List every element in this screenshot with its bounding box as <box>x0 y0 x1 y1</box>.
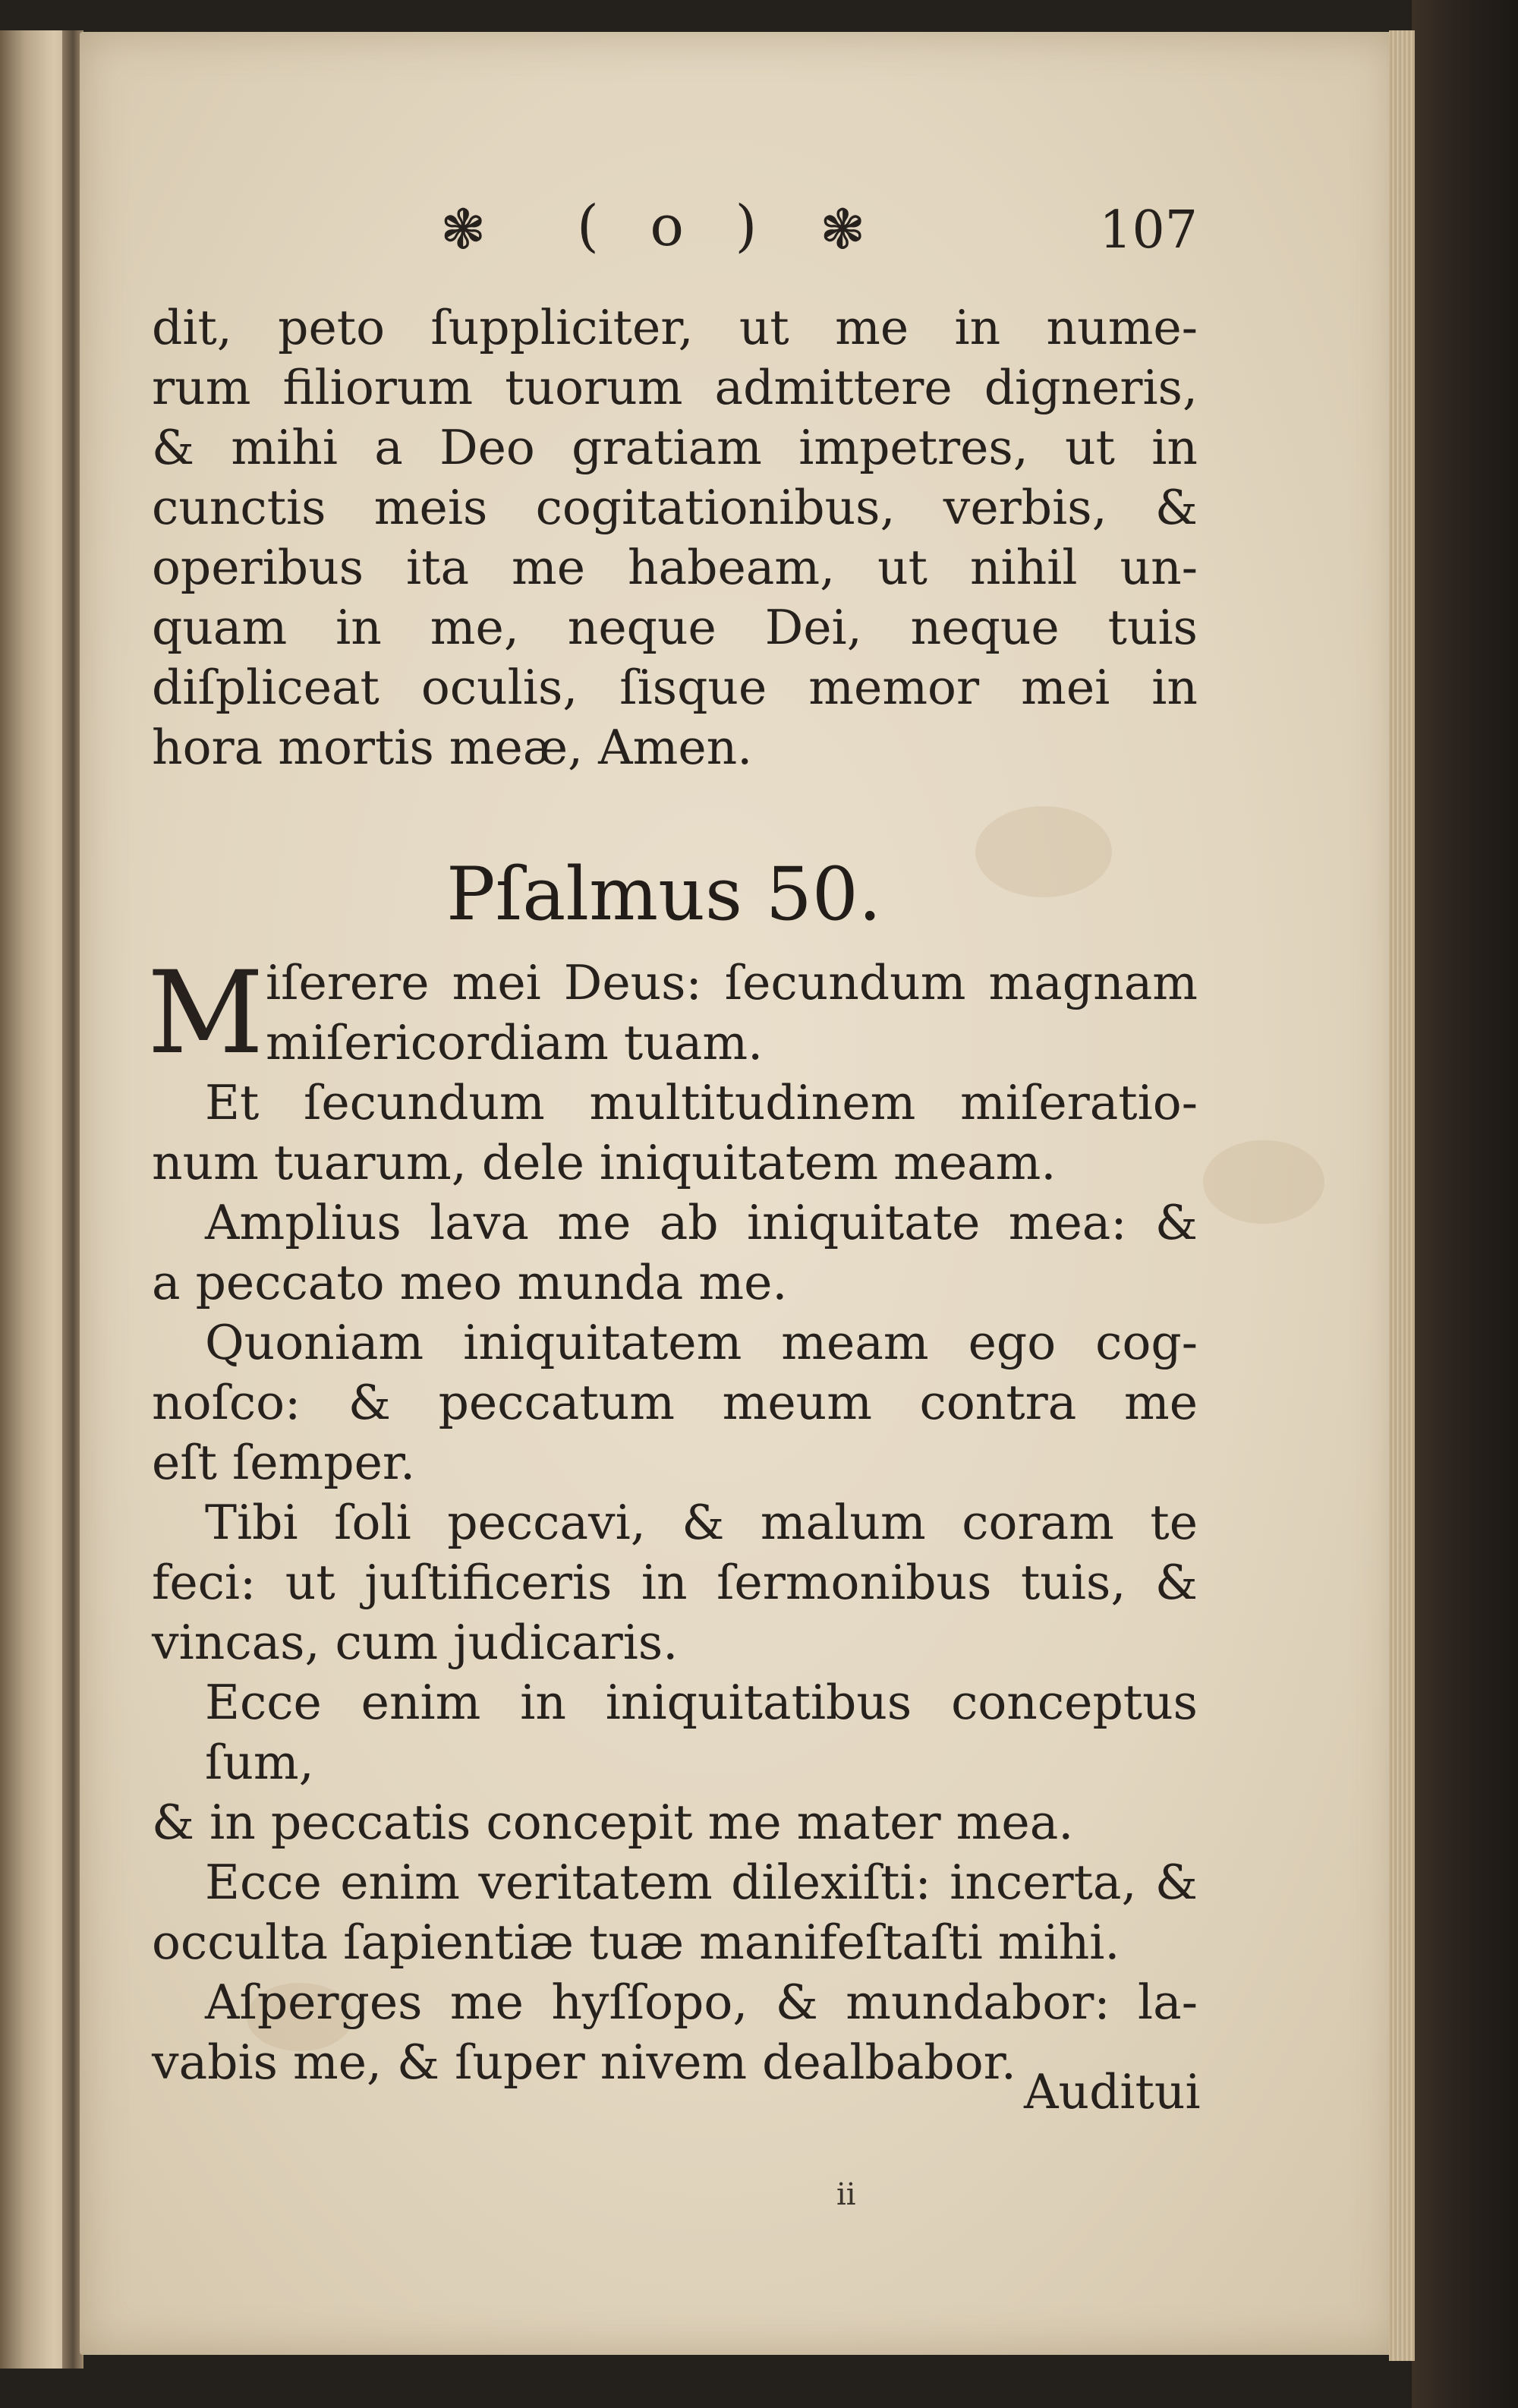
text-line: diſpliceat oculis, ſisque memor mei in <box>152 660 1198 715</box>
text-line: operibus ita me habeam, ut nihil un- <box>152 540 1198 595</box>
psalm-title: Pſalmus 50. <box>446 852 882 937</box>
text-line: cunctis meis cogitationibus, verbis, & <box>152 480 1198 535</box>
text-line: & mihi a Deo gratiam impetres, ut in <box>152 420 1198 475</box>
text-line: miſericordiam tuam. <box>266 1015 764 1070</box>
dropcap-line-text: iſerere mei Deus: ſecundum magnam <box>266 955 1198 1010</box>
text-line: Ecce enim in iniquitatibus conceptus ſum, <box>205 1675 1198 1790</box>
text-line: Amplius lava me ab iniquitate mea: & <box>205 1195 1198 1250</box>
text-line: Et ſecundum multitudinem miſeratio- <box>205 1075 1198 1130</box>
left-page-edge <box>0 30 72 2369</box>
paper-stain <box>1203 1140 1324 1224</box>
text-line: Quoniam iniquitatem meam ego cog- <box>205 1315 1198 1370</box>
paper-stain <box>975 806 1112 897</box>
prayer-text <box>152 298 1198 777</box>
header-center: ( o ) <box>577 194 774 259</box>
text-line: Tibi ſoli peccavi, & malum coram te <box>205 1495 1198 1550</box>
text-line: eſt ſemper. <box>152 1435 416 1490</box>
text-line: num tuarum, dele iniquitatem meam. <box>152 1135 1057 1190</box>
text-line: rum filiorum tuorum admittere digneris, <box>152 360 1198 415</box>
page-fore-edge <box>1389 30 1415 2361</box>
book-cover-edge <box>1412 0 1518 2408</box>
text-line: Aſperges me hyſſopo, & mundabor: la- <box>205 1975 1198 2030</box>
text-line: a peccato meo munda me. <box>152 1255 788 1310</box>
text-line: Ecce enim veritatem dilexiſti: incerta, & <box>205 1855 1198 1910</box>
ornament-right-icon: ❃ <box>820 197 866 261</box>
text-line: hora mortis meæ, Amen. <box>152 720 753 775</box>
text-line: noſco: & peccatum meum contra me <box>152 1375 1198 1430</box>
ornament-left-icon: ❃ <box>440 197 487 261</box>
running-header <box>152 190 1198 266</box>
text-line: quam in me, neque Dei, neque tuis <box>152 600 1198 655</box>
psalm-text <box>147 947 1198 2092</box>
text-line: occulta ſapientiæ tuæ manifeſtaſti mihi. <box>152 1915 1120 1970</box>
text-line: feci: ut juſtificeris in ſermonibus tuis, & <box>152 1555 1198 1610</box>
text-line: & in peccatis concepit me mater mea. <box>152 1795 1074 1850</box>
catchword: Auditui <box>1024 2064 1201 2120</box>
drop-capital: M <box>147 947 264 1080</box>
page-number: 107 <box>1099 200 1198 260</box>
text-line: vincas, cum judicaris. <box>152 1615 679 1670</box>
text-line: dit, peto ſuppliciter, ut me in nume- <box>152 300 1198 355</box>
text-line: vabis me, & ſuper nivem dealbabor. <box>152 2035 1016 2090</box>
signature-mark: ii <box>836 2177 856 2212</box>
